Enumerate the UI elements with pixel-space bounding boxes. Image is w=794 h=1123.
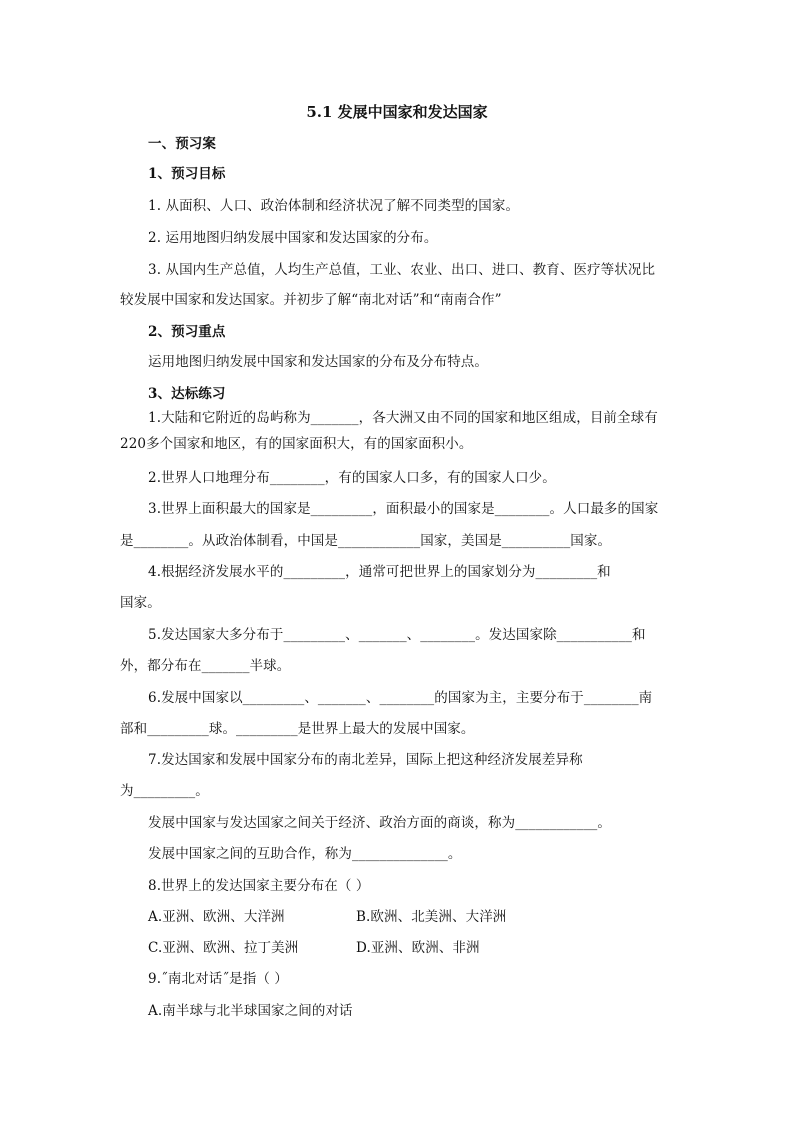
target-item: 3. 从国内生产总值，人均生产总值，工业、农业、出口、进口、教育、医疗等状况比 — [148, 262, 656, 278]
question-4: 4.根据经济发展水平的_________，通常可把世界上的国家划分为_________和 — [148, 564, 611, 580]
question-7: 7.发达国家和发展中国家分布的南北差异，国际上把这种经济发展差异称 — [148, 752, 583, 768]
question-2: 2.世界人口地理分布________，有的国家人口多，有的国家人口少。 — [148, 470, 556, 486]
question-3: 3.世界上面积最大的国家是_________，面积最小的国家是________。人口最多的国家 — [148, 501, 659, 517]
question-9: 9.˝南北对话˝是指（ ） — [148, 971, 288, 987]
option-b: B.欧洲、北美洲、大洋洲 — [356, 909, 507, 925]
question-1-continuation: 220多个国家和地区，有的国家面积大，有的国家面积小。 — [120, 436, 473, 452]
question-7-cooperation: 发展中国家之间的互助合作，称为______________。 — [148, 846, 462, 862]
option-d: D.亚洲、欧洲、非洲 — [356, 940, 480, 956]
question-7-continuation: 为_________。 — [120, 783, 209, 799]
question-5: 5.发达国家大多分布于_________、_______、________。发达国家除___________和 — [148, 627, 646, 643]
option-a: A.亚洲、欧洲、大洋洲 — [148, 909, 285, 925]
page-title: 5.1 发展中国家和发达国家 — [306, 103, 488, 121]
question-5-continuation: 外，都分布在_______半球。 — [120, 658, 291, 674]
target-item: 1. 从面积、人口、政治体制和经济状况了解不同类型的国家。 — [148, 198, 520, 214]
question-6: 6.发展中国家以_________、_______、________的国家为主，主要分布于________南 — [148, 690, 653, 706]
subheading-targets: 1、预习目标 — [148, 166, 226, 182]
subheading-practice: 3、达标练习 — [148, 386, 226, 402]
question-8: 8.世界上的发达国家主要分布在（ ） — [148, 878, 370, 894]
question-7-dialogue: 发展中国家与发达国家之间关于经济、政治方面的商谈，称为____________。 — [148, 815, 611, 831]
section-heading-preview: 一、预习案 — [148, 136, 216, 152]
focus-text: 运用地图归纳发展中国家和发达国家的分布及分布特点。 — [148, 354, 488, 370]
question-1: 1.大陆和它附近的岛屿称为_______，各大洲又由不同的国家和地区组成，目前全球有 — [148, 410, 658, 426]
option-c: C.亚洲、欧洲、拉丁美洲 — [148, 940, 299, 956]
question-3-continuation: 是________。从政治体制看，中国是____________国家，美国是__________国家。 — [120, 533, 612, 549]
target-item-continuation: 较发展中国家和发达国家。并初步了解“南北对话”和“南南合作” — [120, 292, 502, 308]
question-4-continuation: 国家。 — [120, 595, 161, 611]
target-item: 2. 运用地图归纳发展中国家和发达国家的分布。 — [148, 230, 438, 246]
option-a: A.南半球与北半球国家之间的对话 — [148, 1003, 353, 1019]
subheading-focus: 2、预习重点 — [148, 324, 226, 340]
question-6-continuation: 部和_________球。_________是世界上最大的发展中国家。 — [120, 721, 475, 737]
